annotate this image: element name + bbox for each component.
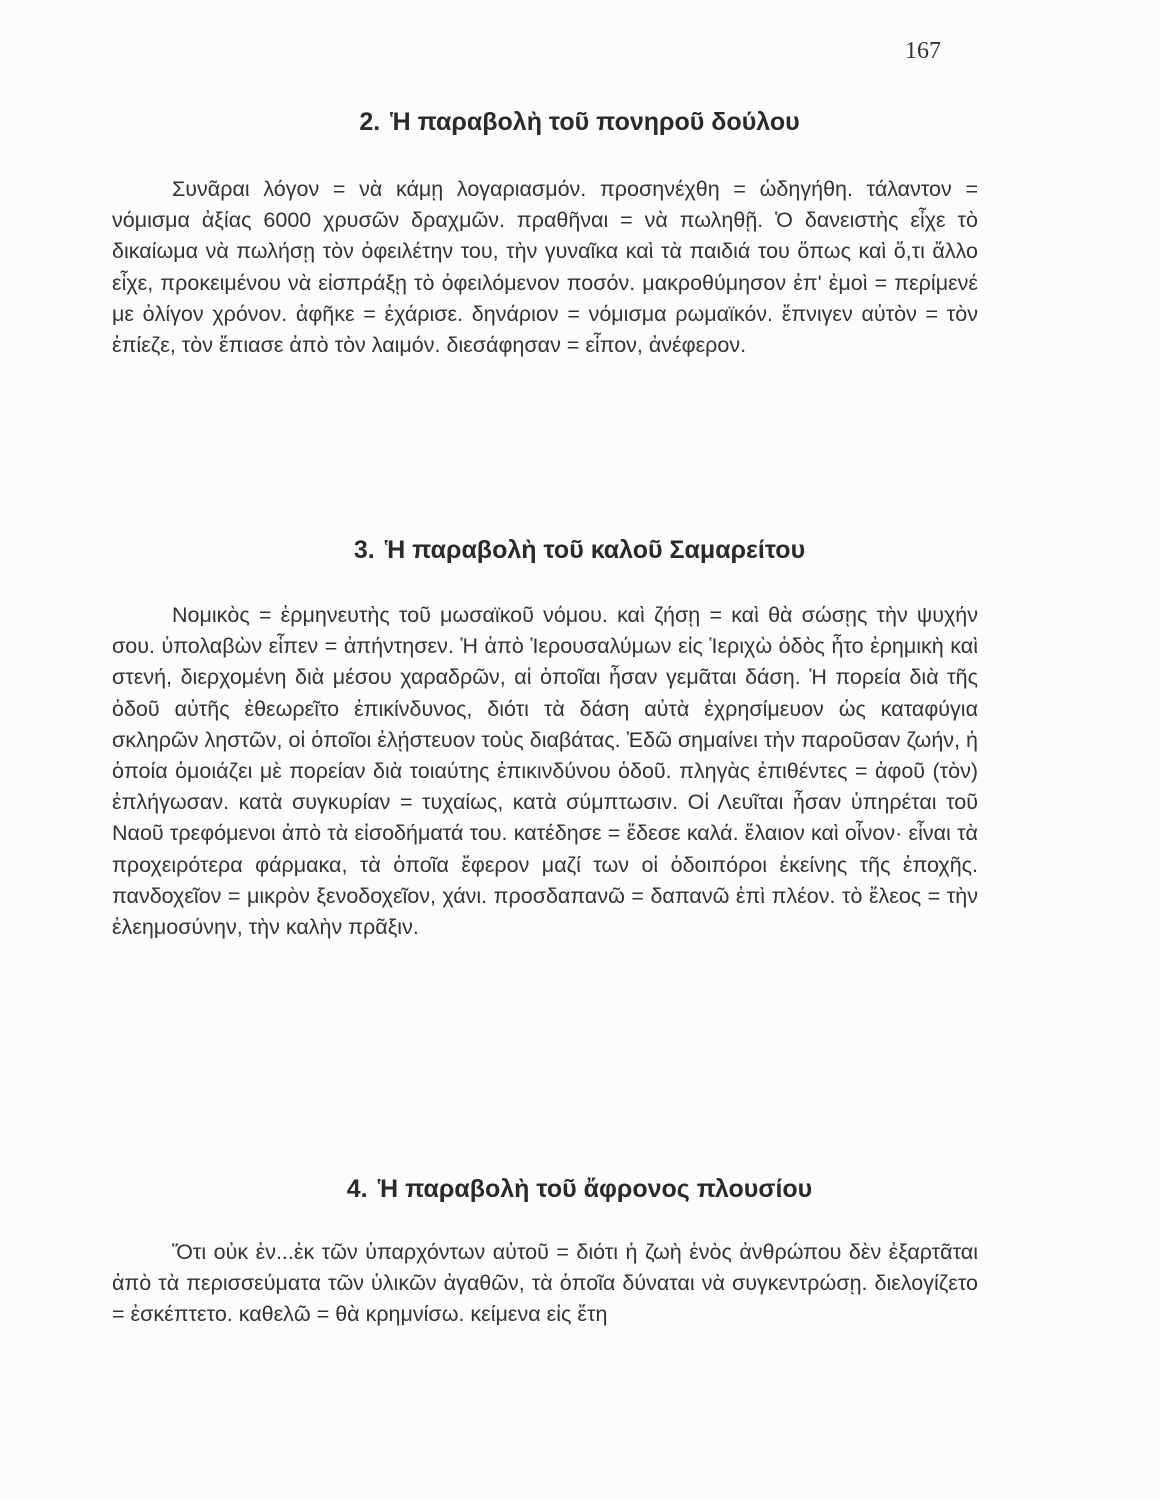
section-number: 2. [359, 108, 381, 136]
section-body-4: Ὅτι οὐκ ἐν...ἐκ τῶν ὑπαρχόντων αὐτοῦ = διότι ἡ ζωὴ ἑνὸς ἀνθρώπου δὲν ἐξαρτᾶται ἀπὸ τὰ περισσεύματα τῶν ὑλικῶν ἀγαθῶν, τὰ ὁποῖα δύναται νὰ συγκεντρώσῃ. διελογίζετο = ἐσκέπτετο. καθελῶ = θὰ κρημνίσω. κείμενα εἰς ἔτη [112, 1240, 978, 1327]
section-body-3: Νομικὸς = ἑρμηνευτὴς τοῦ μωσαϊκοῦ νόμου. καὶ ζήσῃ = καὶ θὰ σώσῃς τὴν ψυχήν σου. ὑπολαβὼν εἶπεν = ἀπήντησεν. Ἡ ἀπὸ Ἱερουσαλύμων εἰς Ἱεριχὼ ὁδὸς ἦτο ἐρημικὴ καὶ στενή, διερχομένη διὰ μέσου χαραδρῶν, αἱ ὁποῖαι ἦσαν γεμᾶται δάση. Ἡ πορεία διὰ τῆς ὁδοῦ αὐτῆς ἐθεωρεῖτο ἐπικίνδυνος, διότι τὰ δάση αὐτὰ ἐχρησίμευον ὡς καταφύγια σκληρῶν ληστῶν, οἱ ὁποῖοι ἐλῄστευον τοὺς διαβάτας. Ἐδῶ σημαίνει τὴν παροῦσαν ζωήν, ἡ ὁποία ὁμοιάζει μὲ πορείαν διὰ τοιαύτης ἐπικινδύνου ὁδοῦ. πληγὰς ἐπιθέντες = ἀφοῦ (τὸν) ἐπλήγωσαν. κατὰ συγκυρίαν = τυχαίως, κατὰ σύμπτωσιν. Οἱ Λευῖται ἦσαν ὑπηρέται τοῦ Ναοῦ τρεφόμενοι ἀπὸ τὰ εἰσοδήματά του. κατέδησε = ἔδεσε καλά. ἔλαιον καὶ οἶνον· εἶναι τὰ προχειρότερα φάρμακα, τὰ ὁποῖα ἔφερον μαζί των οἱ ὁδοιπόροι ἐκείνης τῆς ἐποχῆς. πανδοχεῖον = μικρὸν ξενοδοχεῖον, χάνι. προσδαπανῶ = δαπανῶ ἐπὶ πλέον. τὸ ἔλεος = τὴν ἐλεημοσύνην, τὴν καλὴν πρᾶξιν. [112, 603, 978, 940]
section-heading-3 [0, 536, 1159, 565]
page-number: 167 [905, 38, 941, 64]
section-number: 3. [353, 536, 375, 564]
section-body-2: Συνᾶραι λόγον = νὰ κάμῃ λογαριασμόν. προσηνέχθη = ὡδηγήθη. τάλαντον = νόμισμα ἀξίας 6000 χρυσῶν δραχμῶν. πραθῆναι = νὰ πωληθῇ. Ὁ δανειστὴς εἶχε τὸ δικαίωμα νὰ πωλήσῃ τὸν ὀφειλέτην του, τὴν γυναῖκα καὶ τὰ παιδιά του ὅπως καὶ ὅ,τι ἄλλο εἶχε, προκειμένου νὰ εἰσπράξῃ τὸ ὀφειλόμενον ποσόν. μακροθύμησον ἐπ' ἐμοὶ = περίμενέ με ὀλίγον χρόνον. ἀφῆκε = ἐχάρισε. δηνάριον = νόμισμα ρωμαϊκόν. ἔπνιγεν αὐτὸν = τὸν ἐπίεζε, τὸν ἔπιασε ἀπὸ τὸν λαιμόν. διεσάφησαν = εἶπον, ἀνέφερον. [112, 177, 978, 358]
section-title: Ἡ παραβολὴ τοῦ ἄφρονος πλουσίου [377, 1175, 813, 1203]
section-title: Ἡ παραβολὴ τοῦ πονηροῦ δούλου [390, 108, 800, 136]
section-title: Ἡ παραβολὴ τοῦ καλοῦ Σαμαρείτου [384, 536, 806, 564]
section-heading-2 [0, 108, 1159, 137]
section-number: 4. [346, 1175, 368, 1203]
section-heading-4 [0, 1175, 1159, 1204]
